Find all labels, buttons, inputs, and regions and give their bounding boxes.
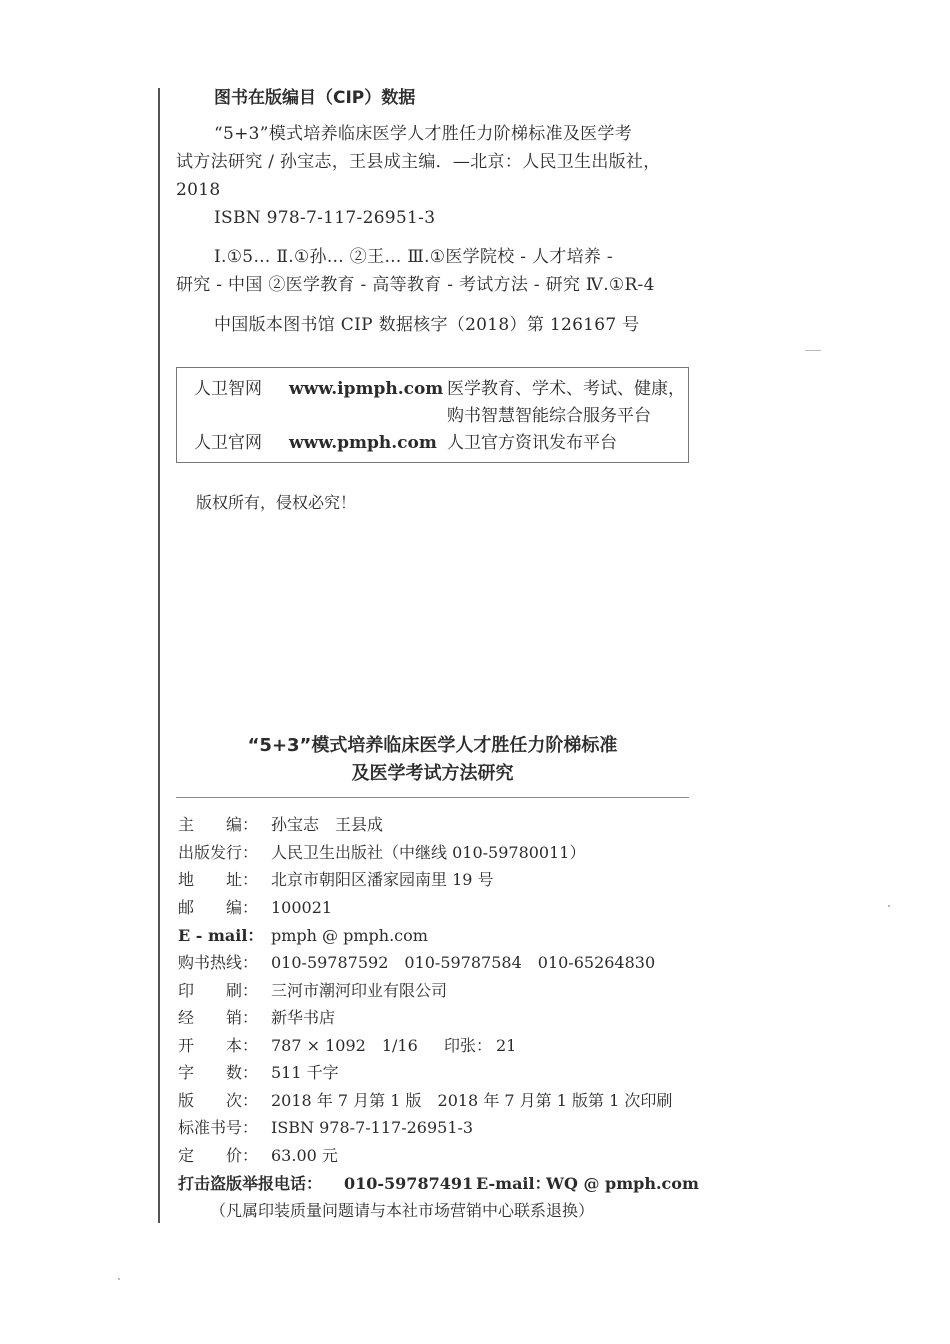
sheets-value: 21 — [496, 1036, 517, 1055]
site-desc-ipmph-2: 购书智慧智能综合服务平台 — [447, 406, 651, 426]
price-value: 63.00 元 — [271, 1146, 338, 1165]
email-value: pmph @ pmph.com — [271, 926, 428, 945]
book-title-line-1: “5+3”模式培养临床医学人才胜任力阶梯标准 — [247, 735, 618, 756]
site-url-ipmph[interactable]: www.ipmph.com — [289, 379, 444, 399]
site-desc-pmph-1: 人卫官方资讯发布平台 — [447, 433, 617, 453]
address-label: 地 址： — [178, 870, 259, 889]
sheets-label: 印张： — [444, 1036, 493, 1055]
website-info-box — [176, 367, 689, 463]
format-value: 787 × 1092 1/16 — [271, 1036, 418, 1055]
printer-value: 三河市潮河印业有限公司 — [271, 981, 448, 1000]
distributor-value: 新华书店 — [271, 1008, 336, 1027]
antipiracy-email-label: E-mail： — [476, 1174, 551, 1193]
postcode-label: 邮 编： — [178, 898, 259, 917]
email-label: E - mail： — [178, 926, 264, 945]
editor-value: 孙宝志 王县成 — [271, 815, 384, 834]
site-desc-ipmph-1: 医学教育、学术、考试、健康， — [447, 379, 685, 399]
cip-isbn: ISBN 978-7-117-26951-3 — [214, 208, 436, 228]
printer-label: 印 刷： — [178, 981, 259, 1000]
rights-notice: 版权所有，侵权必究！ — [196, 493, 357, 512]
edition-value: 2018 年 7 月第 1 版 2018 年 7 月第 1 版第 1 次印刷 — [271, 1091, 673, 1110]
quality-return-note: （凡属印装质量问题请与本社市场营销中心联系退换） — [210, 1201, 595, 1220]
title-divider — [176, 797, 689, 798]
editor-label: 主 编： — [178, 815, 259, 834]
site-url-pmph[interactable]: www.pmph.com — [289, 433, 437, 453]
edition-label: 版 次： — [178, 1091, 259, 1110]
site-name-pmph: 人卫官网 — [194, 433, 262, 453]
site-name-ipmph: 人卫智网 — [194, 379, 262, 399]
cip-library-number: 中国版本图书馆 CIP 数据核字（2018）第 126167 号 — [214, 315, 640, 335]
book-title-line-2: 及医学考试方法研究 — [351, 763, 514, 784]
hotline-label: 购书热线： — [178, 953, 259, 972]
publisher-label: 出版发行： — [178, 843, 259, 862]
address-value: 北京市朝阳区潘家园南里 19 号 — [271, 870, 494, 889]
hotline-value: 010-59787592 010-59787584 010-65264830 — [271, 953, 656, 972]
left-margin-rule — [158, 88, 160, 1223]
cip-book-line-2: 试方法研究 / 孙宝志，王县成主编．—北京：人民卫生出版社， — [176, 152, 661, 172]
publisher-value: 人民卫生出版社（中继线 010-59780011） — [271, 843, 586, 862]
scan-speck — [118, 1278, 120, 1280]
antipiracy-email: WQ @ pmph.com — [546, 1174, 699, 1193]
format-label: 开 本： — [178, 1036, 259, 1055]
scan-speck — [888, 905, 890, 907]
price-label: 定 价： — [178, 1146, 259, 1165]
antipiracy-phone: 010-59787491 — [344, 1174, 474, 1193]
isbn-label: 标准书号： — [178, 1118, 259, 1137]
distributor-label: 经 销： — [178, 1008, 259, 1027]
isbn-value: ISBN 978-7-117-26951-3 — [271, 1118, 474, 1137]
scan-speck — [805, 350, 821, 351]
words-label: 字 数： — [178, 1063, 259, 1082]
words-value: 511 千字 — [271, 1063, 339, 1082]
cip-book-line-3: 2018 — [176, 180, 221, 200]
cip-book-line-1: “5+3”模式培养临床医学人才胜任力阶梯标准及医学考 — [214, 124, 633, 144]
cip-classification-1: Ⅰ.①5… Ⅱ.①孙… ②王… Ⅲ.①医学院校 - 人才培养 - — [214, 247, 613, 267]
cip-title: 图书在版编目（CIP）数据 — [214, 88, 416, 108]
cip-classification-2: 研究 - 中国 ②医学教育 - 高等教育 - 考试方法 - 研究 Ⅳ.①R-4 — [176, 275, 655, 295]
antipiracy-label: 打击盗版举报电话： — [178, 1174, 323, 1193]
postcode-value: 100021 — [271, 898, 333, 917]
